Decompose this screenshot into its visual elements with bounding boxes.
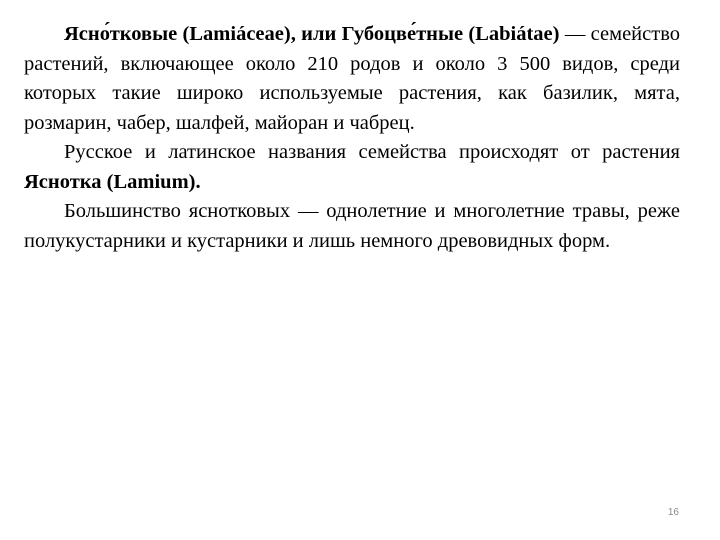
body-text xyxy=(24,20,680,256)
paragraph-life-forms xyxy=(24,197,680,256)
family-description: — семейство растений, включающее около 210 родов и около 3 500 видов, среди которых такие широко используемые растения, как базилик, мята, розмарин, чабер, шалфей, майоран и чабрец. xyxy=(24,23,681,134)
page-number: 16 xyxy=(667,507,679,518)
lamium-bold: Яснотка (Lamium). xyxy=(24,170,201,193)
name-origin-text: Русское и латинское названия семейства происходят от растения xyxy=(64,141,680,163)
life-forms-text: Большинство яснотковых — однолетние и многолетние травы, реже полукустарники и кустарники и лишь немного древовидных форм. xyxy=(24,200,680,252)
paragraph-name-origin xyxy=(24,138,680,197)
family-names-bold: Ясно́тковые (Lamiáceae), или Губоцве́тные (Labiátae) xyxy=(64,23,560,45)
paragraph-family-definition xyxy=(24,20,680,138)
